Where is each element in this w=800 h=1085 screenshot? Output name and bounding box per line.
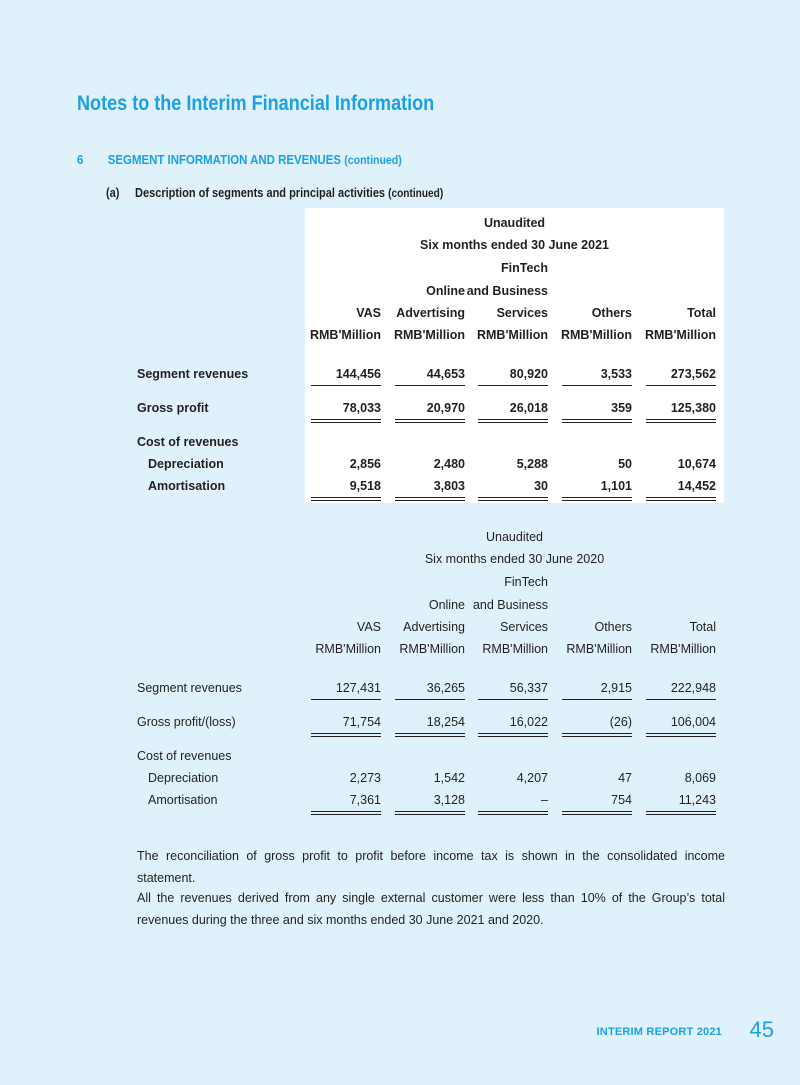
rule-double [646, 497, 716, 501]
column-header-line: Advertising [403, 620, 465, 634]
rule-single [646, 699, 716, 700]
page-title: Notes to the Interim Financial Information [77, 92, 435, 115]
column-header-line: Online [426, 284, 465, 298]
table-cell: 1,542 [433, 771, 465, 785]
table-cell: 5,288 [516, 457, 548, 471]
rule-double [646, 733, 716, 737]
column-unit: RMB'Million [650, 642, 716, 656]
column-unit: RMB'Million [393, 328, 465, 342]
table-cell: 3,803 [433, 479, 465, 493]
section-heading [77, 152, 402, 167]
table-cell: 2,273 [349, 771, 381, 785]
subsection-continued: (continued) [388, 188, 444, 200]
table-cell: 7,361 [349, 793, 381, 807]
table-cell: 10,674 [677, 457, 716, 471]
table-cell: 2,856 [349, 457, 381, 471]
table-cell: 2,915 [600, 681, 632, 695]
column-unit: RMB'Million [399, 642, 465, 656]
rule-double [395, 497, 465, 501]
section-number: 6 [77, 152, 84, 167]
row-label: Amortisation [148, 793, 218, 807]
table-cell: 9,518 [349, 479, 381, 493]
rule-double [311, 733, 381, 737]
row-label: Depreciation [148, 771, 219, 785]
period-heading: Six months ended 30 June 2021 [420, 238, 609, 252]
column-header-line: Total [687, 306, 716, 320]
rule-double [311, 497, 381, 501]
rule-single [478, 385, 548, 386]
rule-double [311, 811, 381, 815]
table-cell: 359 [611, 401, 632, 415]
rule-double [395, 811, 465, 815]
rule-single [562, 699, 632, 700]
table-cell: 127,431 [335, 681, 381, 695]
column-header-line: VAS [356, 620, 381, 634]
column-header-line: and Business [466, 284, 548, 298]
rule-single [311, 385, 381, 386]
table-cell: 273,562 [670, 367, 716, 381]
table-cell: 1,101 [600, 479, 632, 493]
rule-single [395, 699, 465, 700]
column-header-line: Services [500, 620, 548, 634]
subsection-label: (a) [106, 186, 120, 200]
table-cell: 78,033 [342, 401, 381, 415]
section-continued: (continued) [344, 153, 402, 167]
table-cell: 8,069 [684, 771, 716, 785]
rule-double [311, 419, 381, 423]
rule-double [478, 733, 548, 737]
period-heading: Six months ended 30 June 2020 [424, 552, 605, 566]
column-unit: RMB'Million [566, 642, 632, 656]
column-unit: RMB'Million [644, 328, 716, 342]
table-cell: (26) [609, 715, 632, 729]
column-header-line: Total [689, 620, 716, 634]
column-unit: RMB'Million [476, 328, 548, 342]
table-cell: 3,533 [600, 367, 632, 381]
table-cell: 144,456 [335, 367, 381, 381]
rule-double [395, 419, 465, 423]
rule-double [562, 497, 632, 501]
table-cell: 71,754 [342, 715, 381, 729]
table-cell: 30 [534, 479, 548, 493]
subsection-heading [106, 186, 443, 200]
column-unit: RMB'Million [560, 328, 632, 342]
table-cell: 754 [611, 793, 632, 807]
rule-double [562, 733, 632, 737]
row-label: Depreciation [148, 457, 224, 471]
column-unit: RMB'Million [315, 642, 381, 656]
row-label: Segment revenues [137, 681, 242, 695]
rule-double [395, 733, 465, 737]
row-label: Cost of revenues [137, 749, 232, 763]
rule-double [478, 497, 548, 501]
rule-double [478, 811, 548, 815]
table-cell: 11,243 [678, 793, 716, 807]
table-cell: 125,380 [670, 401, 716, 415]
table-cell: 26,018 [509, 401, 548, 415]
table-cell: – [541, 793, 548, 807]
column-header-line: Others [591, 306, 632, 320]
row-label: Cost of revenues [137, 435, 239, 449]
table-cell: 4,207 [516, 771, 548, 785]
audit-status: Unaudited [483, 216, 546, 230]
column-header-line: VAS [356, 306, 381, 320]
rule-double [478, 419, 548, 423]
row-label: Amortisation [148, 479, 226, 493]
column-header-line: FinTech [504, 575, 548, 589]
table-cell: 16,022 [509, 715, 548, 729]
table-cell: 50 [618, 457, 632, 471]
table-cell: 18,254 [426, 715, 465, 729]
table-cell: 80,920 [509, 367, 548, 381]
column-header-line: and Business [472, 598, 548, 612]
column-header-line: FinTech [501, 261, 548, 275]
report-label: INTERIM REPORT 2021 [596, 1026, 722, 1038]
column-unit: RMB'Million [482, 642, 548, 656]
table-cell: 36,265 [426, 681, 465, 695]
column-header-line: Others [594, 620, 632, 634]
table-cell: 47 [618, 771, 632, 785]
rule-double [646, 811, 716, 815]
row-label: Gross profit [137, 401, 209, 415]
page-number: 45 [749, 1017, 774, 1042]
section-title: SEGMENT INFORMATION AND REVENUES [107, 152, 342, 167]
table-cell: 106,004 [670, 715, 716, 729]
column-unit: RMB'Million [309, 328, 381, 342]
column-header-line: Services [496, 306, 548, 320]
table-cell: 20,970 [426, 401, 465, 415]
rule-single [646, 385, 716, 386]
table-cell: 2,480 [433, 457, 465, 471]
table-cell: 56,337 [509, 681, 548, 695]
rule-single [395, 385, 465, 386]
column-header-line: Online [428, 598, 465, 612]
row-label: Gross profit/(loss) [137, 715, 236, 729]
subsection-title: Description of segments and principal activities [135, 186, 386, 200]
table-cell: 44,653 [426, 367, 465, 381]
rule-double [562, 419, 632, 423]
customer-revenue-paragraph: All the revenues derived from any single external customer were less than 10% of the Group’s total revenues during the three and six months ended 30 June 2021 and 2020. [137, 891, 725, 927]
rule-single [562, 385, 632, 386]
rule-double [562, 811, 632, 815]
table-cell: 14,452 [677, 479, 716, 493]
table-cell: 3,128 [433, 793, 465, 807]
rule-double [646, 419, 716, 423]
table-cell: 222,948 [670, 681, 716, 695]
rule-single [478, 699, 548, 700]
rule-single [311, 699, 381, 700]
reconciliation-paragraph: The reconciliation of gross profit to profit before income tax is shown in the consolidated income statement. [137, 849, 725, 885]
row-label: Segment revenues [137, 367, 249, 381]
audit-status: Unaudited [486, 530, 543, 544]
column-header-line: Advertising [396, 306, 465, 320]
